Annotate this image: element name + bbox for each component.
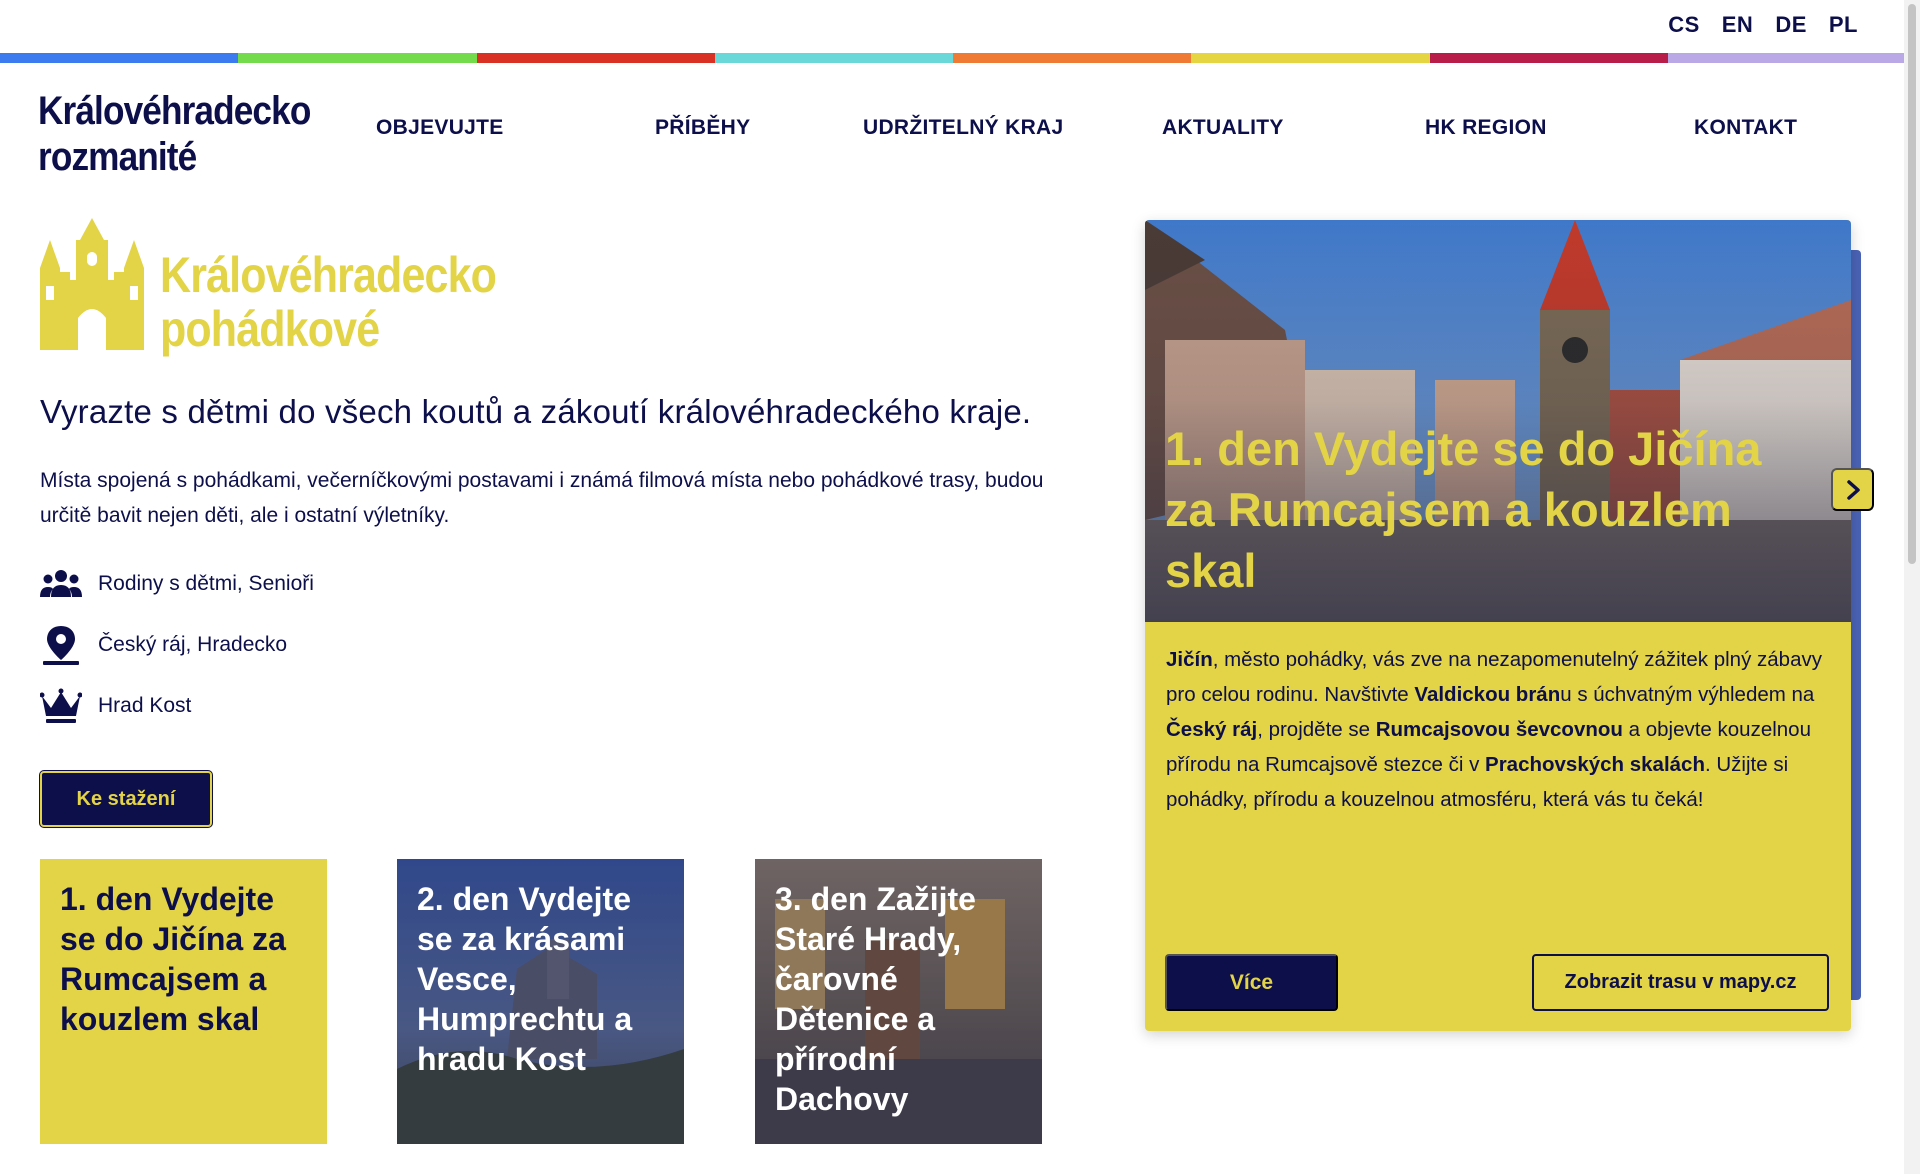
site-logo-line2: rozmanité [38,135,197,179]
lang-de[interactable]: DE [1775,12,1807,37]
day-card-2[interactable] [397,859,684,1144]
feature-card [1145,220,1851,1031]
lang-pl[interactable]: PL [1828,12,1858,37]
feature-description [1166,642,1826,817]
language-switcher [1668,12,1858,38]
meta-highlight [40,685,191,727]
feature-body-text: u s úchvatným výhledem na [1560,683,1815,706]
color-stripe [0,53,1906,63]
feature-body-text: . Užijte si pohádky, přírodu a kouzelnou atmosféru, která vás tu čeká! [1166,753,1789,811]
download-button[interactable]: Ke stažení [40,771,212,827]
main-nav [0,116,1860,146]
meta-audience-text: Rodiny s dětmi, Senioři [98,572,314,595]
castle-icon [40,218,144,350]
crown-icon [40,685,82,727]
feature-body-text: , projděte se [1257,718,1376,741]
stripe-segment [715,53,953,63]
feature-body-strong: Prachovských skalách [1485,753,1705,776]
feature-body-text: a objevte kouzelnou přírodu na Rumcajsově stezce či v [1166,718,1811,776]
day-card-title: 1. den Vydejte se do Jičína za Rumcajsem a kouzlem skal [60,881,286,1037]
stripe-segment [1430,53,1668,63]
meta-highlight-text: Hrad Kost [98,694,192,717]
feature-body-strong: Rumcajsovou ševcovnou [1375,718,1623,741]
theme-title-line2: pohádkové [160,301,380,357]
meta-audience [40,563,314,605]
lang-cs[interactable]: CS [1668,12,1700,37]
page-headline: Vyrazte s dětmi do všech koutů a zákoutí královéhradeckého kraje. [40,393,1032,430]
nav-item-pribehy[interactable]: PŘÍBĚHY [655,116,751,139]
theme-title [160,248,496,356]
nav-item-aktuality[interactable]: AKTUALITY [1162,116,1284,139]
nav-item-udrzitelny-kraj[interactable]: UDRŽITELNÝ KRAJ [863,116,1064,139]
day-card-1[interactable] [40,859,327,1144]
stripe-segment [1191,53,1429,63]
site-logo-line1: Královéhradecko [38,89,311,133]
meta-location [40,624,287,666]
lang-en[interactable]: EN [1721,12,1754,37]
stripe-segment [1668,53,1906,63]
stripe-segment [0,53,238,63]
nav-item-kontakt[interactable]: KONTAKT [1694,116,1798,139]
show-route-map-button[interactable]: Zobrazit trasu v mapy.cz [1532,954,1829,1011]
nav-item-hk-region[interactable]: HK REGION [1425,116,1547,139]
chevron-right-icon [1843,480,1863,500]
more-button[interactable]: Více [1165,954,1338,1011]
feature-body-strong: Český ráj [1166,718,1258,741]
theme-title-line1: Královéhradecko [160,247,497,303]
page-scrollbar[interactable] [1904,0,1920,1174]
meta-location-text: Český ráj, Hradecko [98,633,288,656]
feature-heading: 1. den Vydejte se do Jičína za Rumcajsem a kouzlem skal [1165,422,1762,597]
day-card-title: 2. den Vydejte se za krásami Vesce, Humprechtu a hradu Kost [417,881,633,1077]
day-card-3[interactable] [755,859,1042,1144]
stripe-segment [953,53,1191,63]
lead-paragraph: Místa spojená s pohádkami, večerníčkovými postavami i známá filmová místa nebo pohádkové trasy, budou určitě bavit nejen děti, ale i ostatní výletníky. [40,469,1044,527]
feature-body-strong: Valdickou brán [1414,683,1561,706]
nav-item-objevujte[interactable]: OBJEVUJTE [376,116,504,139]
stripe-segment [477,53,715,63]
scrollbar-thumb[interactable] [1908,4,1916,564]
location-pin-icon [40,624,82,666]
people-icon [40,563,82,605]
feature-body-strong: Jičín [1166,648,1213,671]
feature-body-text: , město pohádky, vás zve na nezapomenutelný zážitek plný zábavy pro celou rodinu. Navštivte [1166,648,1822,706]
day-card-title: 3. den Zažijte Staré Hrady, čarovné Dětenice a přírodní Dachovy [775,881,976,1117]
carousel-next-button[interactable] [1831,468,1874,511]
stripe-segment [238,53,476,63]
